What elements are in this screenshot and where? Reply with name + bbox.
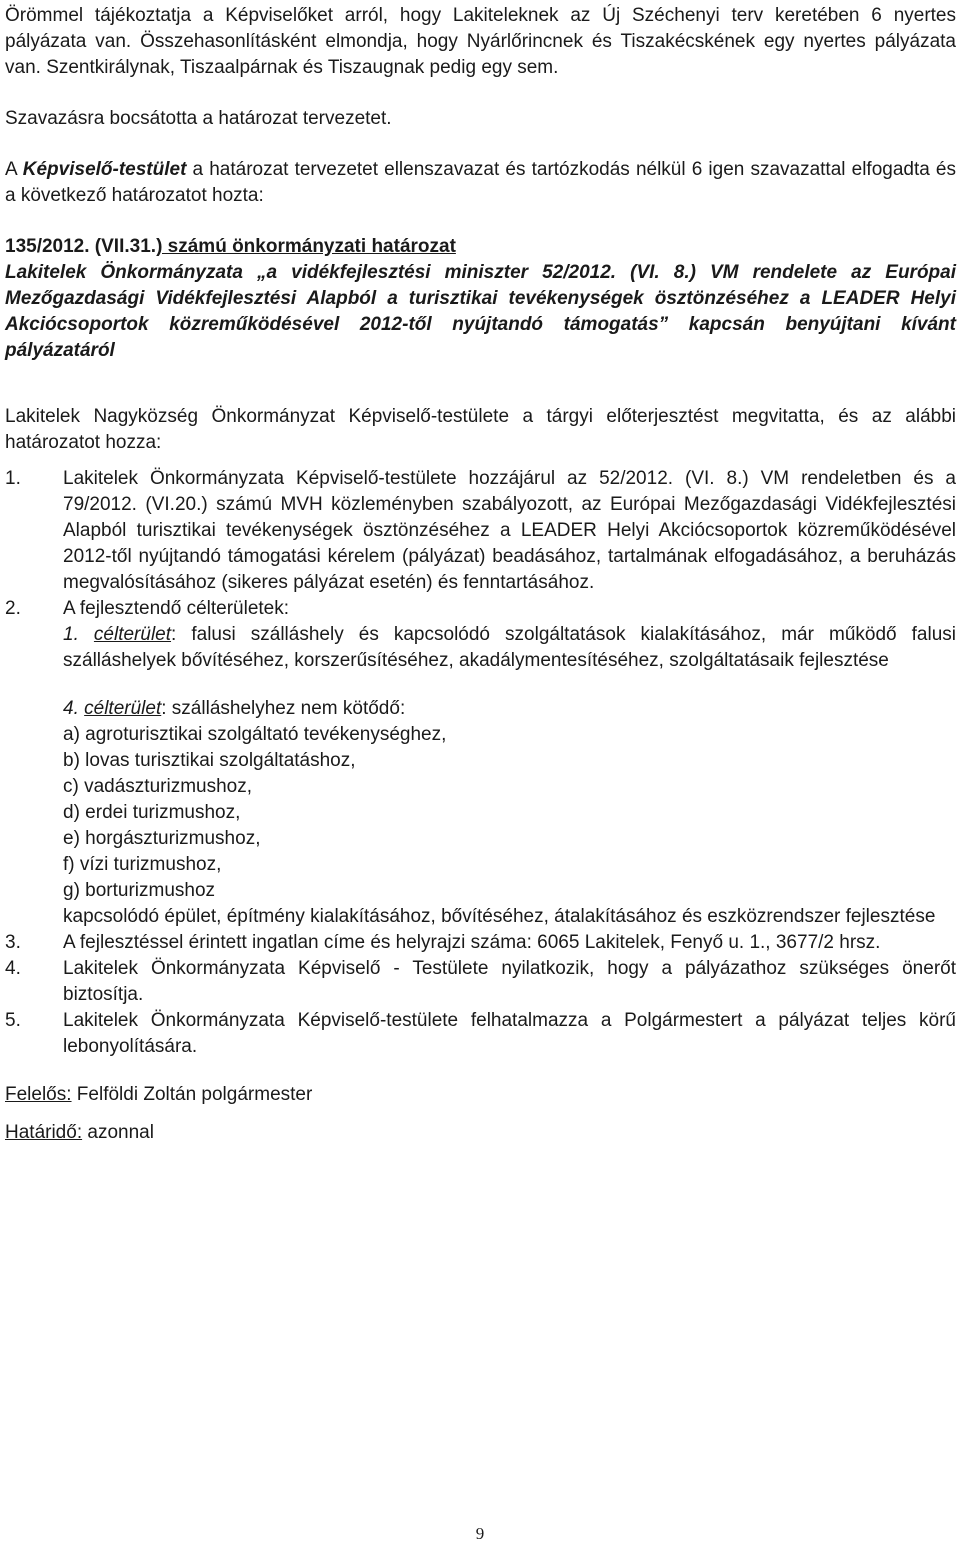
target-area-4 (63, 696, 956, 722)
vote-prefix: A (5, 159, 23, 180)
target-area-4-closing: kapcsolódó épület, építmény kialakításához, bővítéséhez, átalakításához és eszközrendszer fejlesztése (63, 906, 936, 927)
point-number: 2. (5, 598, 21, 619)
intro-paragraph: Örömmel tájékoztatja a Képviselőket arról, hogy Lakiteleknek az Új Széchenyi terv keretében 6 nyertes pályázata van. Összehasonlításként elmondja, hogy Nyárlőrincnek és Tiszakécskének egy nyertes pályázata van. Szentkirálynak, Tiszaalpárnak és Tiszaugnak pedig egy sem. (5, 5, 956, 78)
resolution-number (5, 234, 956, 260)
resolution-title: Lakitelek Önkormányzata „a vidékfejlesztési miniszter 52/2012. (VI. 8.) VM rendelete az Európai Mezőgazdasági Vidékfejlesztési Alapból a turisztikai tevékenységek ösztönzéséhez a LEADER Helyi Akciócsoportok közreműködésével 2012-től nyújtandó támogatás” kapcsán benyújtani kívánt pályázatáról (5, 262, 956, 361)
sub-list-item: d) erdei turizmushoz, (63, 802, 241, 823)
target-area-4-sub-list (63, 722, 956, 904)
point-number: 4. (5, 958, 21, 979)
resolution-number-date: 135/2012. (VII.31. (5, 236, 157, 257)
target-area-1 (63, 622, 956, 674)
vote-result (5, 157, 956, 209)
point-number: 1. (5, 468, 21, 489)
target-area-1-word: célterület (93, 624, 172, 645)
target-area-1-label (63, 624, 171, 645)
page-number: 9 (475, 1524, 485, 1543)
sub-list-item: b) lovas turisztikai szolgáltatáshoz, (63, 750, 356, 771)
vote-suffix: a határozat tervezetet ellenszavazat és tartózkodás nélkül 6 igen szavazattal elfogadta és a következő határozatot hozta: (5, 159, 957, 206)
target-area-1-number: 1. (63, 624, 79, 645)
deadline-label: Határidő: (5, 1122, 83, 1143)
responsible-label: Felelős: (5, 1084, 72, 1105)
point-text: Lakitelek Önkormányzata Képviselő - Testülete nyilatkozik, hogy a pályázathoz szükséges önerőt biztosítja. (63, 958, 956, 1005)
deadline-value: azonnal (82, 1122, 154, 1143)
sub-list-item: a) agroturisztikai szolgáltató tevékenységhez, (63, 724, 447, 745)
point-text: Lakitelek Önkormányzata Képviselő-testülete hozzájárul az 52/2012. (VI. 8.) VM rendeletben és a 79/2012. (VI.20.) számú MVH közleményben szabályozott, az Európai Mezőgazdasági Vidékfejlesztési Alapból turisztikai tevékenységek ösztönzéséhez a LEADER Helyi Akciócsoportok közreműködésével 2012-től nyújtandó támogatási kérelem (pályázat) beadásához, tartalmának elfogadásához, a beruházás megvalósításához (sikeres pályázat esetén) és fenntartásához. (63, 468, 956, 593)
decision-point-3 (5, 930, 956, 956)
decision-point-1 (5, 466, 956, 596)
target-area-4-label (63, 698, 161, 719)
sub-list-item: g) borturizmushoz (63, 880, 216, 901)
deadline-line (5, 1120, 956, 1146)
target-area-4-colon: : (161, 698, 167, 719)
sub-list-item: e) horgászturizmushoz, (63, 828, 261, 849)
point-number: 5. (5, 1010, 21, 1031)
target-area-4-word: célterület (84, 698, 162, 719)
decision-points (5, 466, 956, 1060)
sub-list-item: c) vadászturizmushoz, (63, 776, 253, 797)
decision-point-2 (5, 596, 956, 930)
point-text: Lakitelek Önkormányzata Képviselő-testülete felhatalmazza a Polgármestert a pályázat teljes körű lebonyolítására. (63, 1010, 956, 1057)
decision-intro: Lakitelek Nagyközség Önkormányzat Képviselő-testülete a tárgyi előterjesztést megvitatta, és az alábbi határozatot hozza: (5, 406, 956, 453)
point-text: A fejlesztéssel érintett ingatlan címe és helyrajzi száma: 6065 Lakitelek, Fenyő u. 1., 3677/2 hrsz. (63, 932, 881, 953)
decision-point-4 (5, 956, 956, 1008)
responsible-value: Felföldi Zoltán polgármester (71, 1084, 313, 1105)
body-name: Képviselő-testület (22, 159, 187, 180)
vote-announcement: Szavazásra bocsátotta a határozat tervezetet. (5, 108, 392, 129)
sub-list-item: f) vízi turizmushoz, (63, 854, 222, 875)
responsible-line (5, 1082, 956, 1108)
target-area-4-text: szálláshelyhez nem kötődő: (166, 698, 406, 719)
target-area-4-number: 4. (63, 698, 79, 719)
target-area-1-colon: : (171, 624, 177, 645)
target-area-1-text: falusi szálláshely és kapcsolódó szolgáltatások kialakításához, már működő falusi szálláshelyek bővítéséhez, korszerűsítéséhez, akadálymentesítéséhez, szolgáltatásaik fejlesztése (63, 624, 956, 671)
point-number: 3. (5, 932, 21, 953)
document-page (5, 3, 956, 1146)
target-areas-heading: A fejlesztendő célterületek: (63, 598, 290, 619)
resolution-number-type: ) számú önkormányzati határozat (156, 236, 456, 257)
decision-point-5 (5, 1008, 956, 1060)
